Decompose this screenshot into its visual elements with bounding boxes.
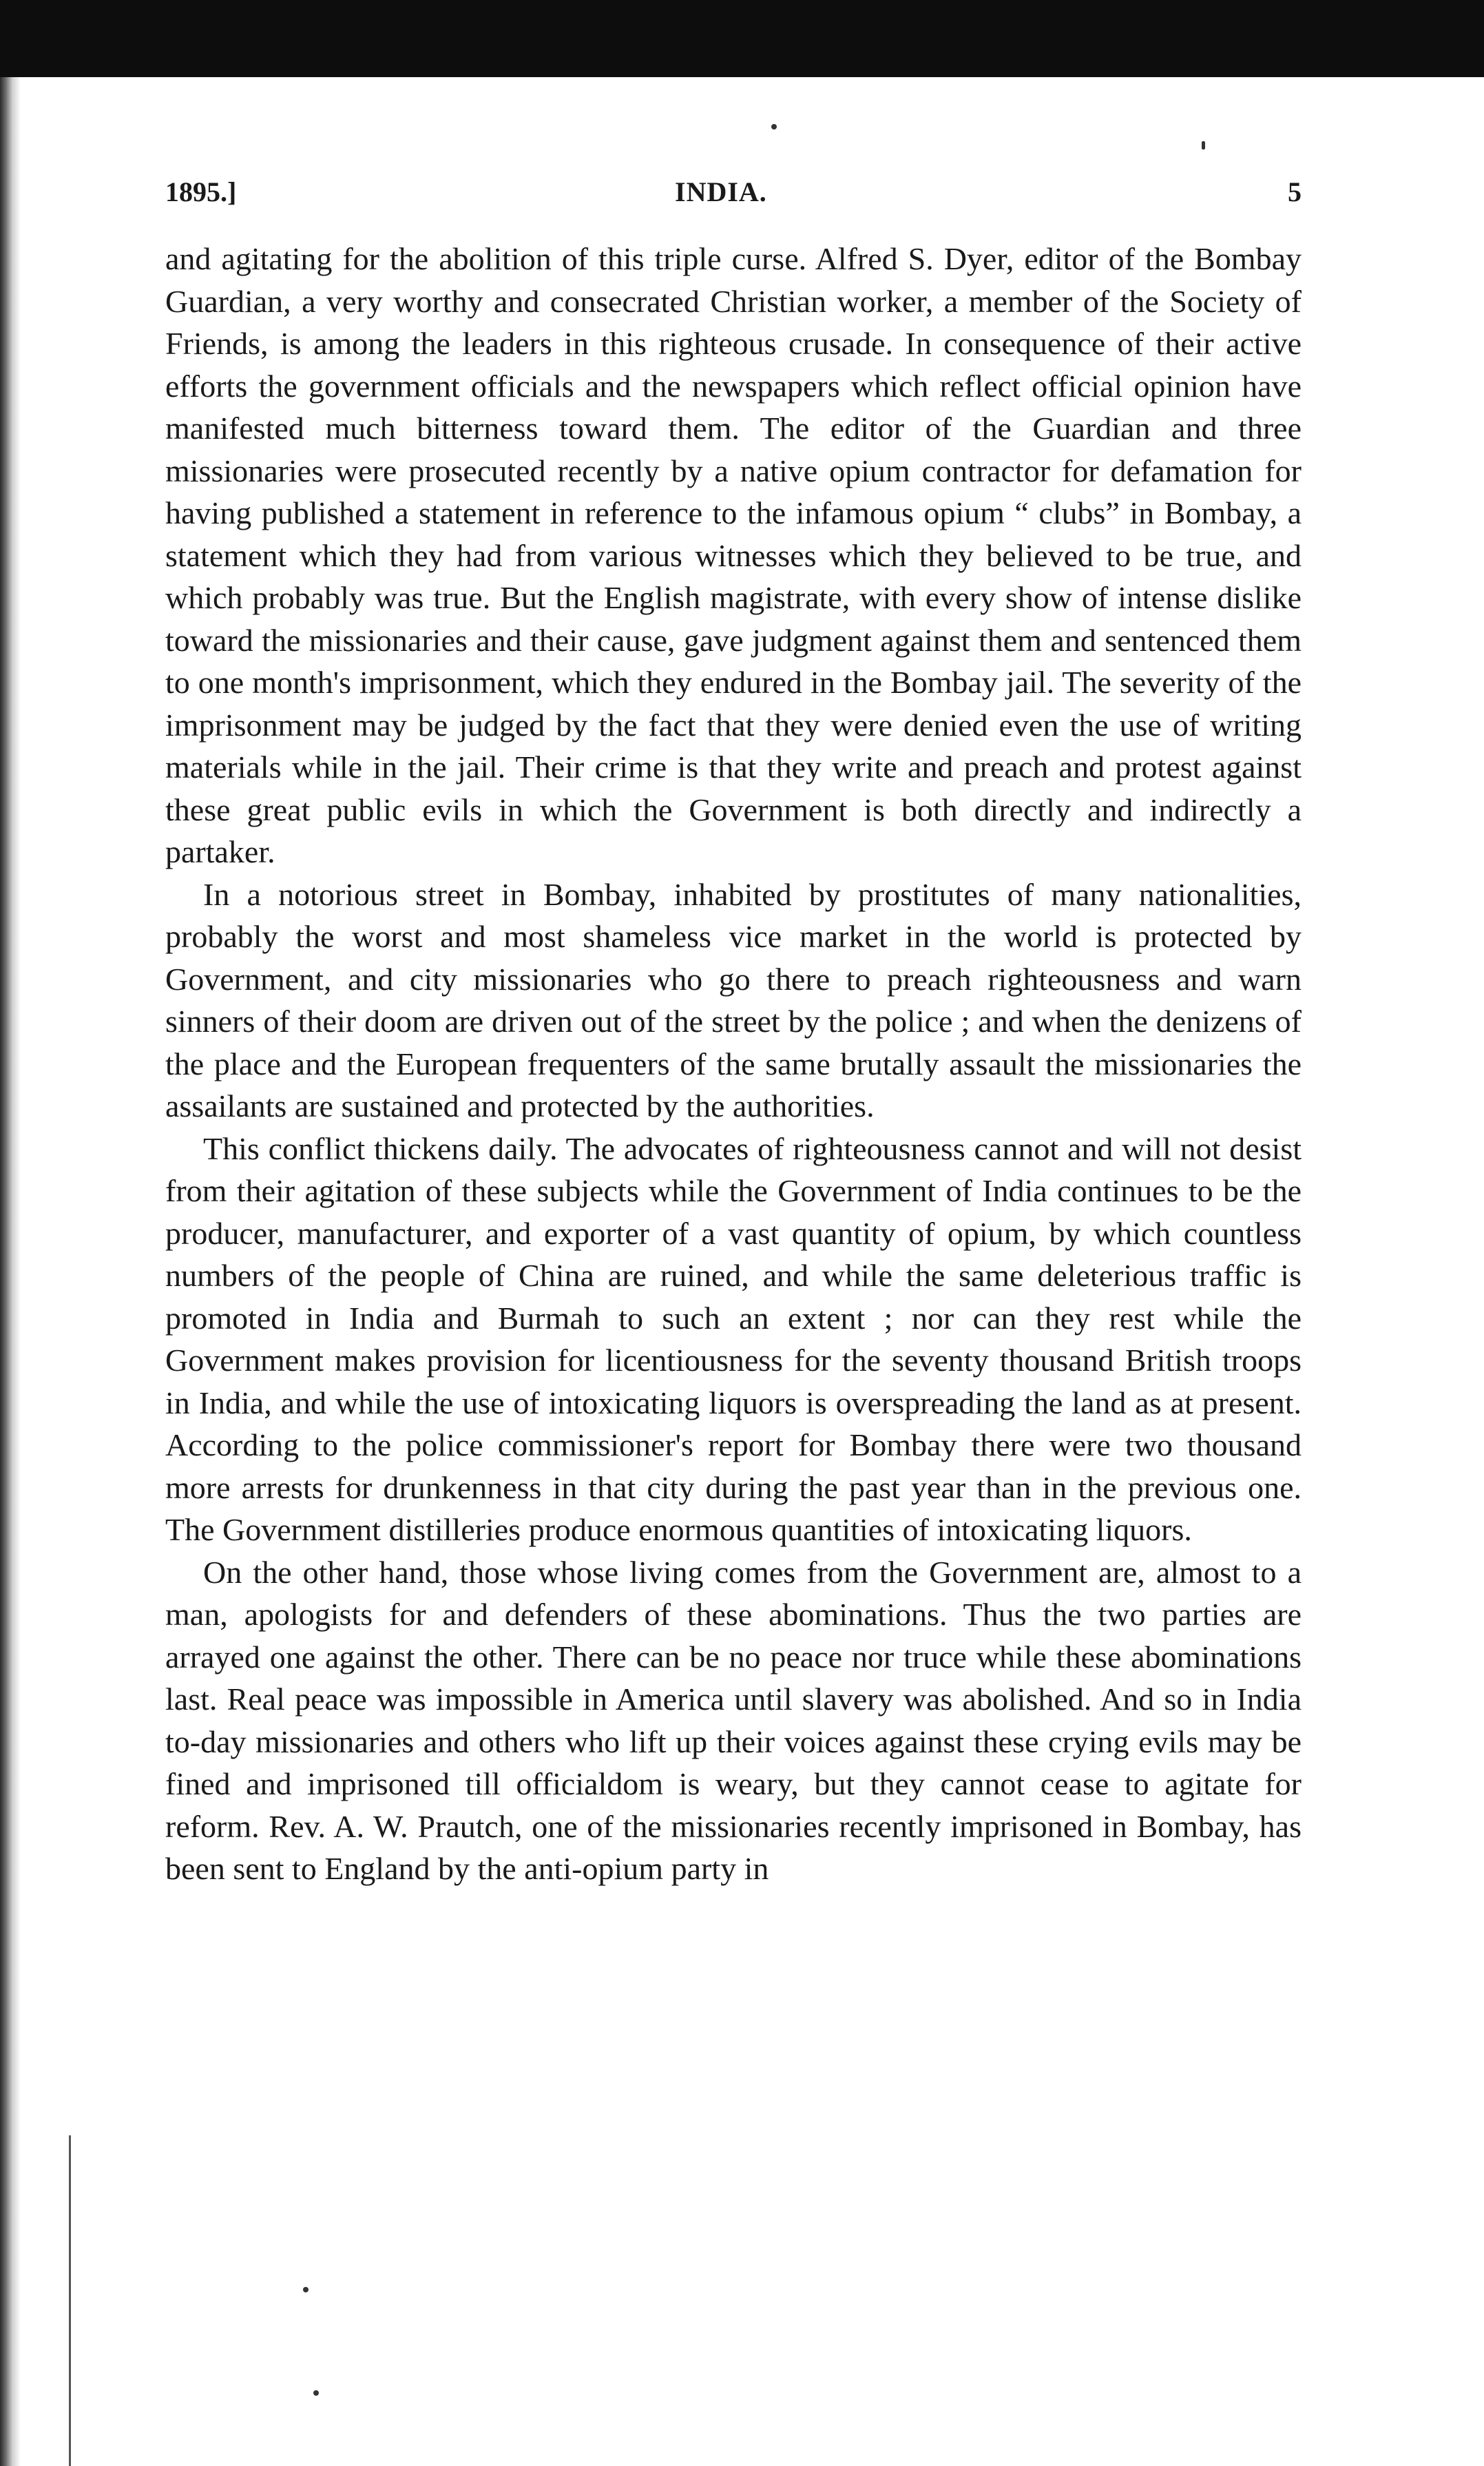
paragraph: This conflict thickens daily. The advocates of righteousness cannot and will not desist from their agitation of these subjects while the Government of India continues to be the producer, manufacturer, and exporter of a vast quantity of opium, by which countless numbers of the people of China are ruined, and while the same deleterious traffic is promoted in India and Burmah to such an extent ; nor can they rest while the Government makes provision for licentiousness for the seventy thousand British troops in India, and while the use of intoxicating liquors is overspreading the land as at present. According to the police commissioner's report for Bombay there were two thousand more arrests for drunkenness in that city during the past year than in the previous one. The Government distilleries produce enormous quantities of intoxicating liquors. — [165, 1130, 1302, 1547]
running-header — [165, 176, 1302, 217]
scan-margin-mark — [69, 2135, 71, 2466]
scan-speck — [1202, 141, 1205, 149]
paragraph: and agitating for the abolition of this triple curse. Alfred S. Dyer, editor of the Bombay Guardian, a very worthy and consecrated Christian worker, a member of the Society of Friends, is among the leaders in this righteous crusade. In consequence of their active efforts the government officials and the newspapers which reflect official opinion have manifested much bitterness toward them. The editor of the Guardian and three missionaries were prosecuted recently by a native opium contractor for defamation for having published a statement in reference to the infamous opium “ clubs” in Bombay, a statement which they had from various witnesses which they believed to be true, and which probably was true. But the English magistrate, with every show of intense dislike toward the missionaries and their cause, gave judgment against them and sentenced them to one month's imprisonment, which they endured in the Bombay jail. The severity of the imprisonment may be judged by the fact that they were denied even the use of writing materials while in the jail. Their crime is that they write and preach and protest against these great public evils in which the Government is both directly and indirectly a partaker. — [165, 241, 1302, 869]
scan-top-border — [0, 0, 1484, 77]
running-title: INDIA. — [675, 176, 767, 207]
paragraph: On the other hand, those whose living comes from the Government are, almost to a man, apologists for and defenders of these abominations. Thus the two parties are arrayed one against the other. There can be no peace nor truce while these abominations last. Real peace was impossible in America until slavery was abolished. And so in India to-day missionaries and others who lift up their voices against these crying evils may be fined and imprisoned till officialdom is weary, but they cannot cease to agitate for reform. Rev. A. W. Prautch, one of the missionaries recently imprisoned in Bombay, has been sent to England by the anti-opium party in — [165, 1554, 1302, 1886]
header-year: 1895.] — [165, 176, 237, 207]
scan-speck — [303, 2287, 309, 2292]
paragraph: In a notorious street in Bombay, inhabited by prostitutes of many nationalities, probably the worst and most shameless vice market in the world is protected by Government, and city missionaries who go there to preach righteousness and warn sinners of their doom are driven out of the street by the police ; and when the denizens of the place and the European frequenters of the same brutally assault the missionaries the assailants are sustained and protected by the authorities. — [165, 876, 1302, 1123]
page-number: 5 — [1288, 176, 1302, 207]
body-text — [165, 238, 1302, 1890]
scan-left-edge — [0, 77, 21, 2466]
scan-speck — [313, 2390, 319, 2396]
scan-speck — [771, 124, 777, 129]
